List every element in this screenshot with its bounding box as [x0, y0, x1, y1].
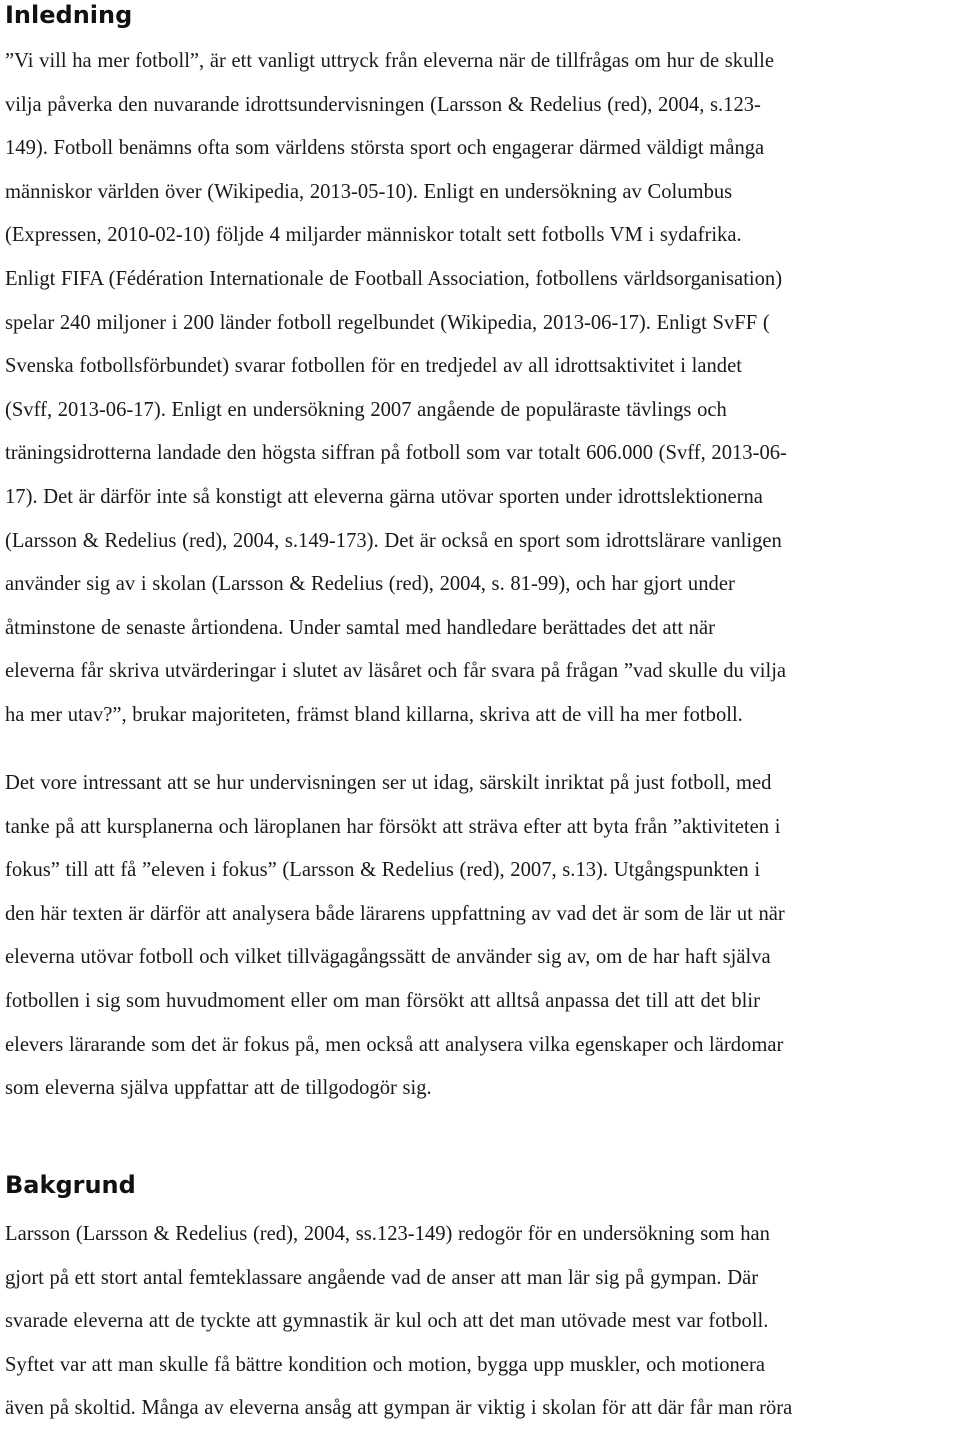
- text-line: Larsson (Larsson & Redelius (red), 2004, ss.123-149) redogör för en undersökning som han: [5, 1223, 770, 1245]
- text-line: fotbollen i sig som huvudmoment eller om man försökt att alltså anpassa det till att det blir: [5, 989, 760, 1012]
- text-line: eleverna får skriva utvärderingar i slutet av läsåret och får svara på frågan ”vad skulle du vilja: [5, 660, 787, 683]
- text-line: som eleverna själva uppfattar att de tillgodogör sig.: [5, 1077, 432, 1100]
- text-line: vilja påverka den nuvarande idrottsundervisningen (Larsson & Redelius (red), 2004, s.123-: [5, 93, 761, 116]
- text-line: även på skoltid. Många av eleverna ansåg att gympan är viktig i skolan för att där får man röra: [5, 1397, 793, 1420]
- text-line: tanke på att kursplanerna och läroplanen har försökt att sträva efter att byta från ”aktiviteten i: [5, 815, 781, 838]
- text-line: (Larsson & Redelius (red), 2004, s.149-173). Det är också en sport som idrottslärare vanligen: [5, 529, 782, 552]
- text-line: Det vore intressant att se hur undervisningen ser ut idag, särskilt inriktat på just fotboll, med: [5, 772, 772, 794]
- paragraph-inledning-2: [5, 762, 785, 1111]
- text-line: fokus” till att få ”eleven i fokus” (Larsson & Redelius (red), 2007, s.13). Utgångspunkten i: [5, 859, 761, 882]
- text-line: åtminstone de senaste årtiondena. Under samtal med handledare berättades det att när: [5, 616, 715, 639]
- text-line: gjort på ett stort antal femteklassare angående vad de anser att man lär sig på gympan. Där: [5, 1266, 759, 1289]
- paragraph-bakgrund-1: [5, 1213, 792, 1431]
- text-line: eleverna utövar fotboll och vilket tillvägagångssätt de använder sig av, om de har haft själva: [5, 946, 771, 969]
- section-heading-inledning: Inledning: [5, 1, 133, 29]
- text-line: 149). Fotboll benämns ofta som världens största sport och engagerar därmed väldigt många: [5, 137, 765, 160]
- text-line: den här texten är därför att analysera både lärarens uppfattning av vad det är som de lär ut när: [5, 902, 785, 925]
- text-line: spelar 240 miljoner i 200 länder fotboll regelbundet (Wikipedia, 2013-06-17). Enligt SvFF (: [5, 311, 770, 334]
- text-line: 17). Det är därför inte så konstigt att eleverna gärna utövar sporten under idrottslektionerna: [5, 485, 763, 508]
- paragraph-inledning-1: [5, 40, 787, 738]
- text-line: använder sig av i skolan (Larsson & Redelius (red), 2004, s. 81-99), och har gjort under: [5, 573, 735, 596]
- text-line: Svenska fotbollsförbundet) svarar fotbollen för en tredjedel av all idrottsaktivitet i landet: [5, 355, 742, 378]
- text-line: träningsidrotterna landade den högsta siffran på fotboll som var totalt 606.000 (Svff, 2013-06-: [5, 442, 787, 465]
- text-line: Enligt FIFA (Fédération Internationale de Football Association, fotbollens världsorganisation): [5, 267, 783, 290]
- text-line: (Expressen, 2010-02-10) följde 4 miljarder människor totalt sett fotbolls VM i sydafrika.: [5, 224, 742, 247]
- text-line: ha mer utav?”, brukar majoriteten, främst bland killarna, skriva att de vill ha mer fotboll.: [5, 703, 743, 726]
- text-line: människor världen över (Wikipedia, 2013-05-10). Enligt en undersökning av Columbus: [5, 180, 733, 203]
- text-line: ”Vi vill ha mer fotboll”, är ett vanligt uttryck från eleverna när de tillfrågas om hur de skulle: [5, 50, 774, 72]
- section-heading-bakgrund: Bakgrund: [5, 1171, 136, 1199]
- text-line: Syftet var att man skulle få bättre kondition och motion, bygga upp muskler, och motionera: [5, 1353, 765, 1376]
- text-line: elevers lärarande som det är fokus på, men också att analysera vilka egenskaper och lärdomar: [5, 1033, 784, 1056]
- text-line: (Svff, 2013-06-17). Enligt en undersökning 2007 angående de populäraste tävlings och: [5, 398, 727, 421]
- text-line: svarade eleverna att de tyckte att gymnastik är kul och att det man utövade mest var fotboll.: [5, 1310, 769, 1333]
